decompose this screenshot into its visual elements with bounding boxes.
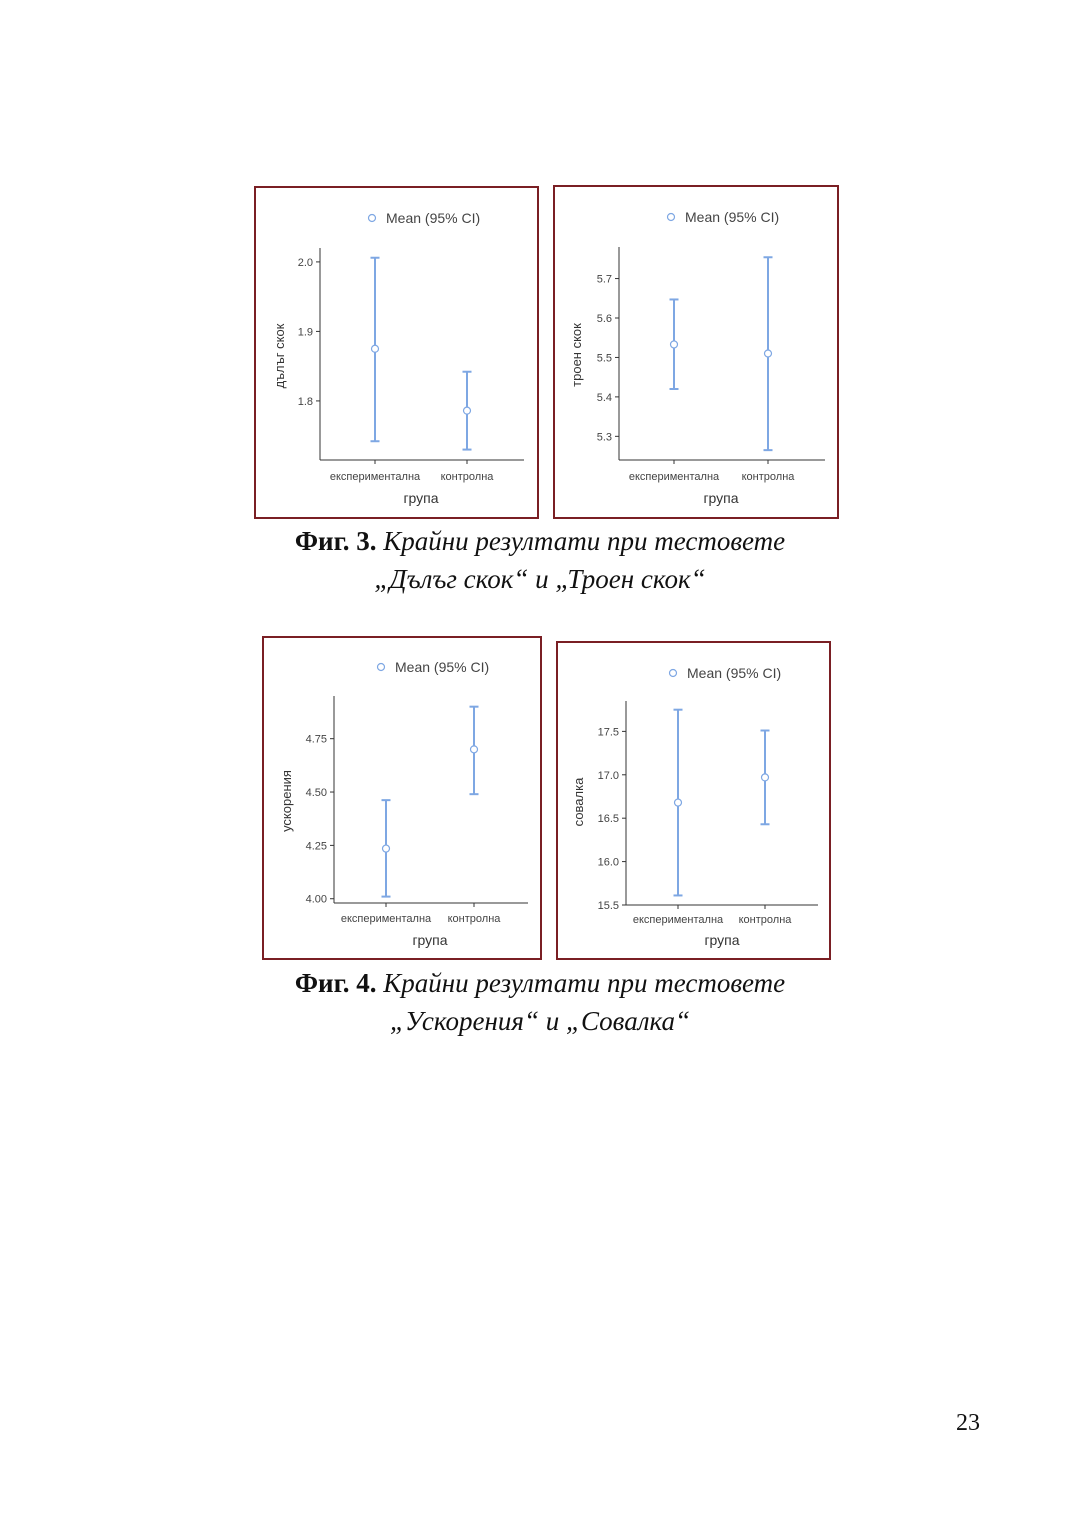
x-axis-label: група [704, 932, 740, 948]
y-axis-label: совалка [571, 777, 586, 827]
x-tick-label-0: експериментална [632, 914, 724, 926]
mean-point-0 [383, 845, 390, 852]
figure-label: Фиг. 4. [294, 968, 377, 998]
mean-point-0 [675, 799, 682, 806]
y-axis-label: ускорения [279, 770, 294, 832]
x-axis-label: група [412, 932, 448, 948]
y-axis-label: дълъг скок [272, 323, 287, 389]
mean-point-1 [471, 746, 478, 753]
x-axis-label: група [703, 490, 739, 506]
x-tick-label-1: контролна [440, 471, 494, 483]
legend [668, 209, 780, 225]
y-tick-label: 4.50 [305, 787, 327, 800]
x-tick-label-1: контролна [738, 914, 792, 926]
caption-line-1: Крайни резултати при тестовете [383, 968, 786, 998]
caption-line-2: „Дълъг скок“ и „Троен скок“ [374, 564, 706, 594]
legend-marker [378, 664, 385, 671]
chart-panel-long-jump [254, 186, 539, 519]
mean-point-1 [762, 774, 769, 781]
mean-point-0 [372, 345, 379, 352]
y-tick-label: 17.5 [597, 726, 619, 739]
y-tick-label: 16.0 [597, 856, 619, 869]
y-tick-label: 5.7 [596, 273, 612, 286]
chart-svg-accelerations [264, 638, 544, 962]
y-tick-label: 5.5 [596, 352, 612, 365]
y-axis-label: троен скок [569, 323, 584, 387]
y-tick-label: 5.4 [596, 391, 612, 404]
y-tick-label: 4.00 [305, 893, 327, 906]
mean-point-1 [765, 350, 772, 357]
legend [670, 665, 782, 681]
legend-marker [668, 214, 675, 221]
chart-svg-long-jump [256, 188, 541, 521]
caption-line-2: „Ускорения“ и „Совалка“ [390, 1006, 690, 1036]
y-tick-label: 2.0 [297, 256, 313, 269]
chart-svg-triple-jump [555, 187, 841, 521]
caption-line-1: Крайни резултати при тестовете [383, 526, 786, 556]
x-tick-label-0: експериментална [329, 471, 421, 483]
y-tick-label: 16.5 [597, 813, 619, 826]
legend [378, 659, 490, 675]
x-axis-label: група [403, 490, 439, 506]
y-tick-label: 1.9 [297, 326, 313, 339]
y-tick-label: 4.75 [305, 733, 327, 746]
y-tick-label: 5.3 [596, 431, 612, 444]
x-tick-label-1: контролна [447, 913, 501, 925]
mean-point-1 [464, 407, 471, 414]
y-tick-label: 1.8 [297, 395, 313, 408]
y-tick-label: 5.6 [596, 313, 612, 325]
y-tick-label: 17.0 [597, 769, 619, 782]
chart-panel-triple-jump [553, 185, 839, 519]
figure-label: Фиг. 3. [294, 526, 377, 556]
figure-caption-4 [0, 964, 1080, 1040]
legend-label: Mean (95% CI) [395, 659, 490, 675]
legend-marker [670, 670, 677, 677]
page-number: 23 [956, 1410, 980, 1436]
legend-marker [369, 215, 376, 222]
legend-label: Mean (95% CI) [386, 210, 481, 226]
chart-panel-accelerations [262, 636, 542, 960]
y-tick-label: 4.25 [305, 840, 327, 853]
x-tick-label-0: експериментална [340, 913, 432, 925]
x-tick-label-1: контролна [741, 471, 795, 483]
mean-point-0 [671, 341, 678, 348]
figure-caption-3 [0, 522, 1080, 598]
chart-svg-shuttle [558, 643, 833, 962]
y-tick-label: 15.5 [597, 900, 619, 912]
legend [369, 210, 481, 226]
legend-label: Mean (95% CI) [685, 209, 780, 225]
chart-panel-shuttle [556, 641, 831, 960]
legend-label: Mean (95% CI) [687, 665, 782, 681]
x-tick-label-0: експериментална [628, 471, 720, 483]
